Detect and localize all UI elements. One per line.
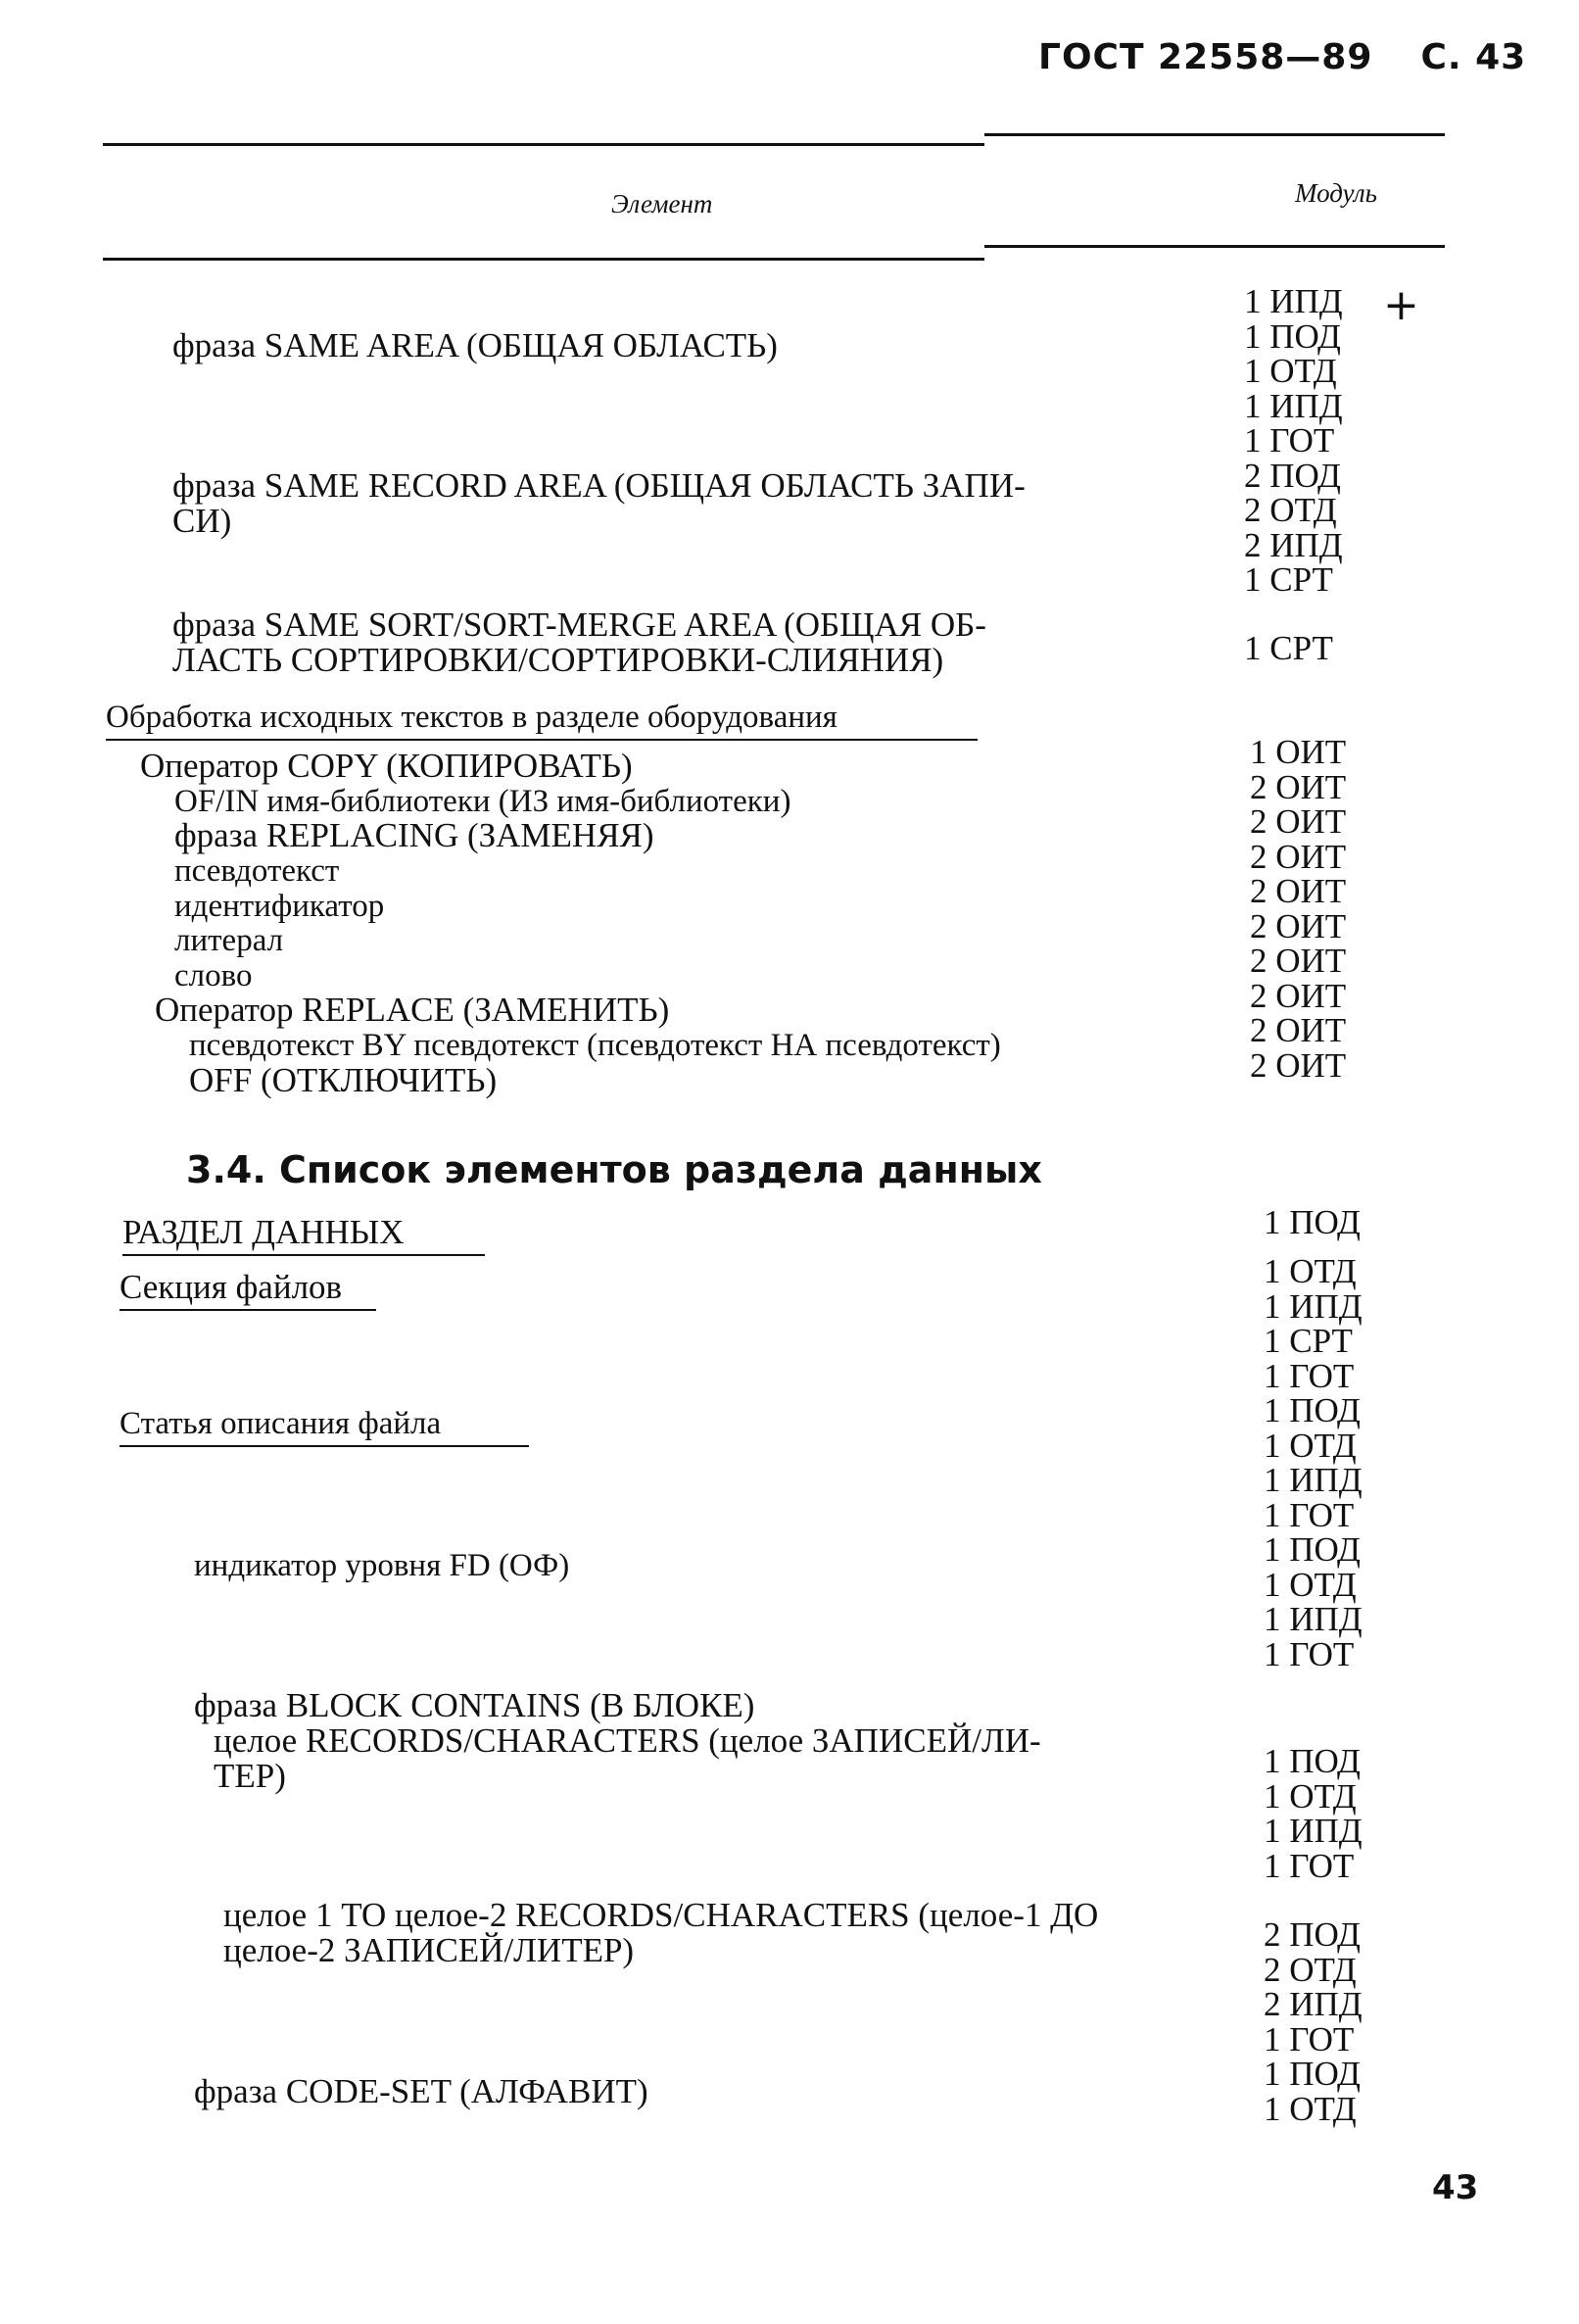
standard-id: ГОСТ 22558—89 — [1038, 37, 1373, 77]
module-entry: 1 ПОД — [1264, 1530, 1361, 1569]
row-pseudotext: псевдотекст — [174, 853, 340, 889]
row-integer-range-cont: целое-2 ЗАПИСЕЙ/ЛИТЕР) — [223, 1931, 635, 1969]
module-entry: 1 ОТД — [1244, 352, 1337, 390]
module-entry: 1 ИПД — [1264, 1286, 1363, 1326]
module-entry: 1 ПОД — [1264, 2055, 1361, 2093]
row-same-sort-area-cont: ЛАСТЬ СОРТИРОВКИ/СОРТИРОВКИ-СЛИЯНИЯ) — [172, 641, 944, 679]
module-entry: 1 ОТД — [1264, 1776, 1357, 1816]
module-list-file-section — [1264, 1254, 1363, 1393]
row-same-record-area-cont: СИ) — [172, 502, 232, 540]
table-top-rule-right — [984, 133, 1445, 136]
row-of-in: OF/IN имя-библиотеки (ИЗ имя-библиотеки) — [174, 784, 791, 819]
module-entry: 1 ИПД — [1264, 1812, 1363, 1850]
row-same-area: фраза SAME AREA (ОБЩАЯ ОБЛАСТЬ) — [172, 326, 778, 364]
module-entry: 1 ИПД — [1264, 1600, 1363, 1638]
row-integer-records: целое RECORDS/CHARACTERS (целое ЗАПИСЕЙ/ЛИ- — [214, 1721, 1041, 1760]
column-head-element: Элемент — [611, 189, 713, 218]
row-same-sort-area: фраза SAME SORT/SORT-MERGE AREA (ОБЩАЯ ОБ- — [172, 605, 986, 644]
module-entry: 2 ОТД — [1244, 491, 1337, 529]
row-block-contains: фраза BLOCK CONTAINS (В БЛОКЕ) — [194, 1686, 755, 1724]
module-entry: 2 ОТД — [1264, 1950, 1357, 1989]
module-entry: 2 ИПД — [1264, 1985, 1363, 2023]
module-entry: 1 ПОД — [1264, 1391, 1361, 1429]
row-literal: литерал — [174, 923, 284, 958]
module-list-sort — [1244, 631, 1333, 666]
module-entry: 2 ОИТ — [1250, 976, 1347, 1015]
page-ref: С. 43 — [1420, 37, 1527, 77]
module-list-range — [1264, 1917, 1363, 2057]
module-entry: 1 ГОТ — [1264, 2019, 1355, 2058]
module-entry: 1 ПОД — [1264, 1203, 1361, 1241]
module-entry: 2 ОИТ — [1250, 906, 1347, 945]
module-list-block1 — [1244, 284, 1343, 598]
page-number: 43 — [1432, 2168, 1479, 2207]
module-entry: 2 ОИТ — [1250, 802, 1347, 841]
row-file-section: Секция файлов — [120, 1270, 376, 1311]
module-entry: 2 ИПД — [1244, 525, 1343, 564]
row-integer-records-cont: ТЕР) — [214, 1757, 286, 1795]
heading-3-4: 3.4. Список элементов раздела данных — [186, 1148, 1042, 1191]
module-entry: 2 ОИТ — [1250, 872, 1347, 910]
table-head-rule-left — [103, 258, 984, 261]
row-integer-range: целое 1 TO целое-2 RECORDS/CHARACTERS (целое-1 ДО — [223, 1896, 1099, 1934]
module-entry: 2 ОИТ — [1250, 767, 1347, 806]
table-head-rule-right — [984, 245, 1445, 248]
module-list-block-contains — [1264, 1744, 1363, 1883]
module-entry: 1 ИПД — [1264, 1461, 1363, 1499]
module-entry: 1 ОТД — [1264, 1426, 1357, 1465]
section-source-text: Обработка исходных текстов в разделе оборудования — [106, 700, 978, 741]
row-copy: Оператор COPY (КОПИРОВАТЬ) — [140, 747, 633, 785]
module-entry: 2 ПОД — [1244, 456, 1341, 495]
plus-mark: + — [1383, 280, 1419, 330]
module-list-code-set — [1264, 2057, 1361, 2126]
row-identifier: идентификатор — [174, 889, 385, 924]
module-entry: 1 ГОТ — [1264, 1495, 1355, 1534]
row-fd-level: индикатор уровня FD (ОФ) — [194, 1548, 570, 1583]
module-entry: 2 ОИТ — [1250, 1011, 1347, 1049]
module-entry: 1 СРТ — [1244, 560, 1333, 599]
module-list-block2 — [1250, 735, 1346, 1083]
module-entry: 1 ИПД — [1244, 282, 1343, 320]
row-data-division: РАЗДЕЛ ДАННЫХ — [122, 1215, 485, 1256]
module-entry: 1 ОТД — [1264, 1565, 1357, 1604]
module-list-fd-level — [1264, 1532, 1363, 1671]
module-entry: 1 ПОД — [1264, 1742, 1361, 1780]
module-entry: 2 ПОД — [1264, 1915, 1361, 1954]
module-entry: 2 ОИТ — [1250, 942, 1347, 980]
row-same-record-area: фраза SAME RECORD AREA (ОБЩАЯ ОБЛАСТЬ ЗАПИ- — [172, 466, 1026, 505]
row-fd-entry: Статья описания файла — [120, 1406, 529, 1447]
table-top-rule-left — [103, 143, 984, 146]
row-replace: Оператор REPLACE (ЗАМЕНИТЬ) — [155, 991, 670, 1029]
module-entry: 1 ГОТ — [1244, 421, 1335, 460]
running-header — [1038, 37, 1526, 77]
module-entry: 2 ОИТ — [1250, 837, 1347, 876]
row-word: слово — [174, 958, 253, 993]
module-entry: 1 ИПД — [1244, 386, 1343, 425]
module-entry: 1 СРТ — [1244, 629, 1333, 667]
module-entry: 1 СРТ — [1264, 1322, 1353, 1360]
row-replacing: фраза REPLACING (ЗАМЕНЯЯ) — [174, 816, 654, 854]
module-entry: 1 ГОТ — [1264, 1634, 1355, 1673]
module-entry: 1 ОТД — [1264, 1252, 1357, 1290]
module-entry: 1 ОТД — [1264, 2089, 1357, 2128]
module-entry: 1 ОИТ — [1250, 733, 1347, 771]
column-head-module: Модуль — [1295, 178, 1377, 208]
module-entry: 1 ПОД — [1244, 316, 1341, 356]
module-entry: 1 ГОТ — [1264, 1356, 1355, 1395]
row-code-set: фраза CODE-SET (АЛФАВИТ) — [194, 2072, 648, 2110]
module-list-fd — [1264, 1393, 1363, 1532]
module-list-data-division — [1264, 1205, 1361, 1240]
row-off: OFF (ОТКЛЮЧИТЬ) — [189, 1061, 498, 1099]
module-entry: 1 ГОТ — [1264, 1846, 1355, 1885]
module-entry: 2 ОИТ — [1250, 1045, 1347, 1085]
row-pseudotext-by: псевдотекст BY псевдотекст (псевдотекст НА псевдотекст) — [189, 1028, 1001, 1063]
